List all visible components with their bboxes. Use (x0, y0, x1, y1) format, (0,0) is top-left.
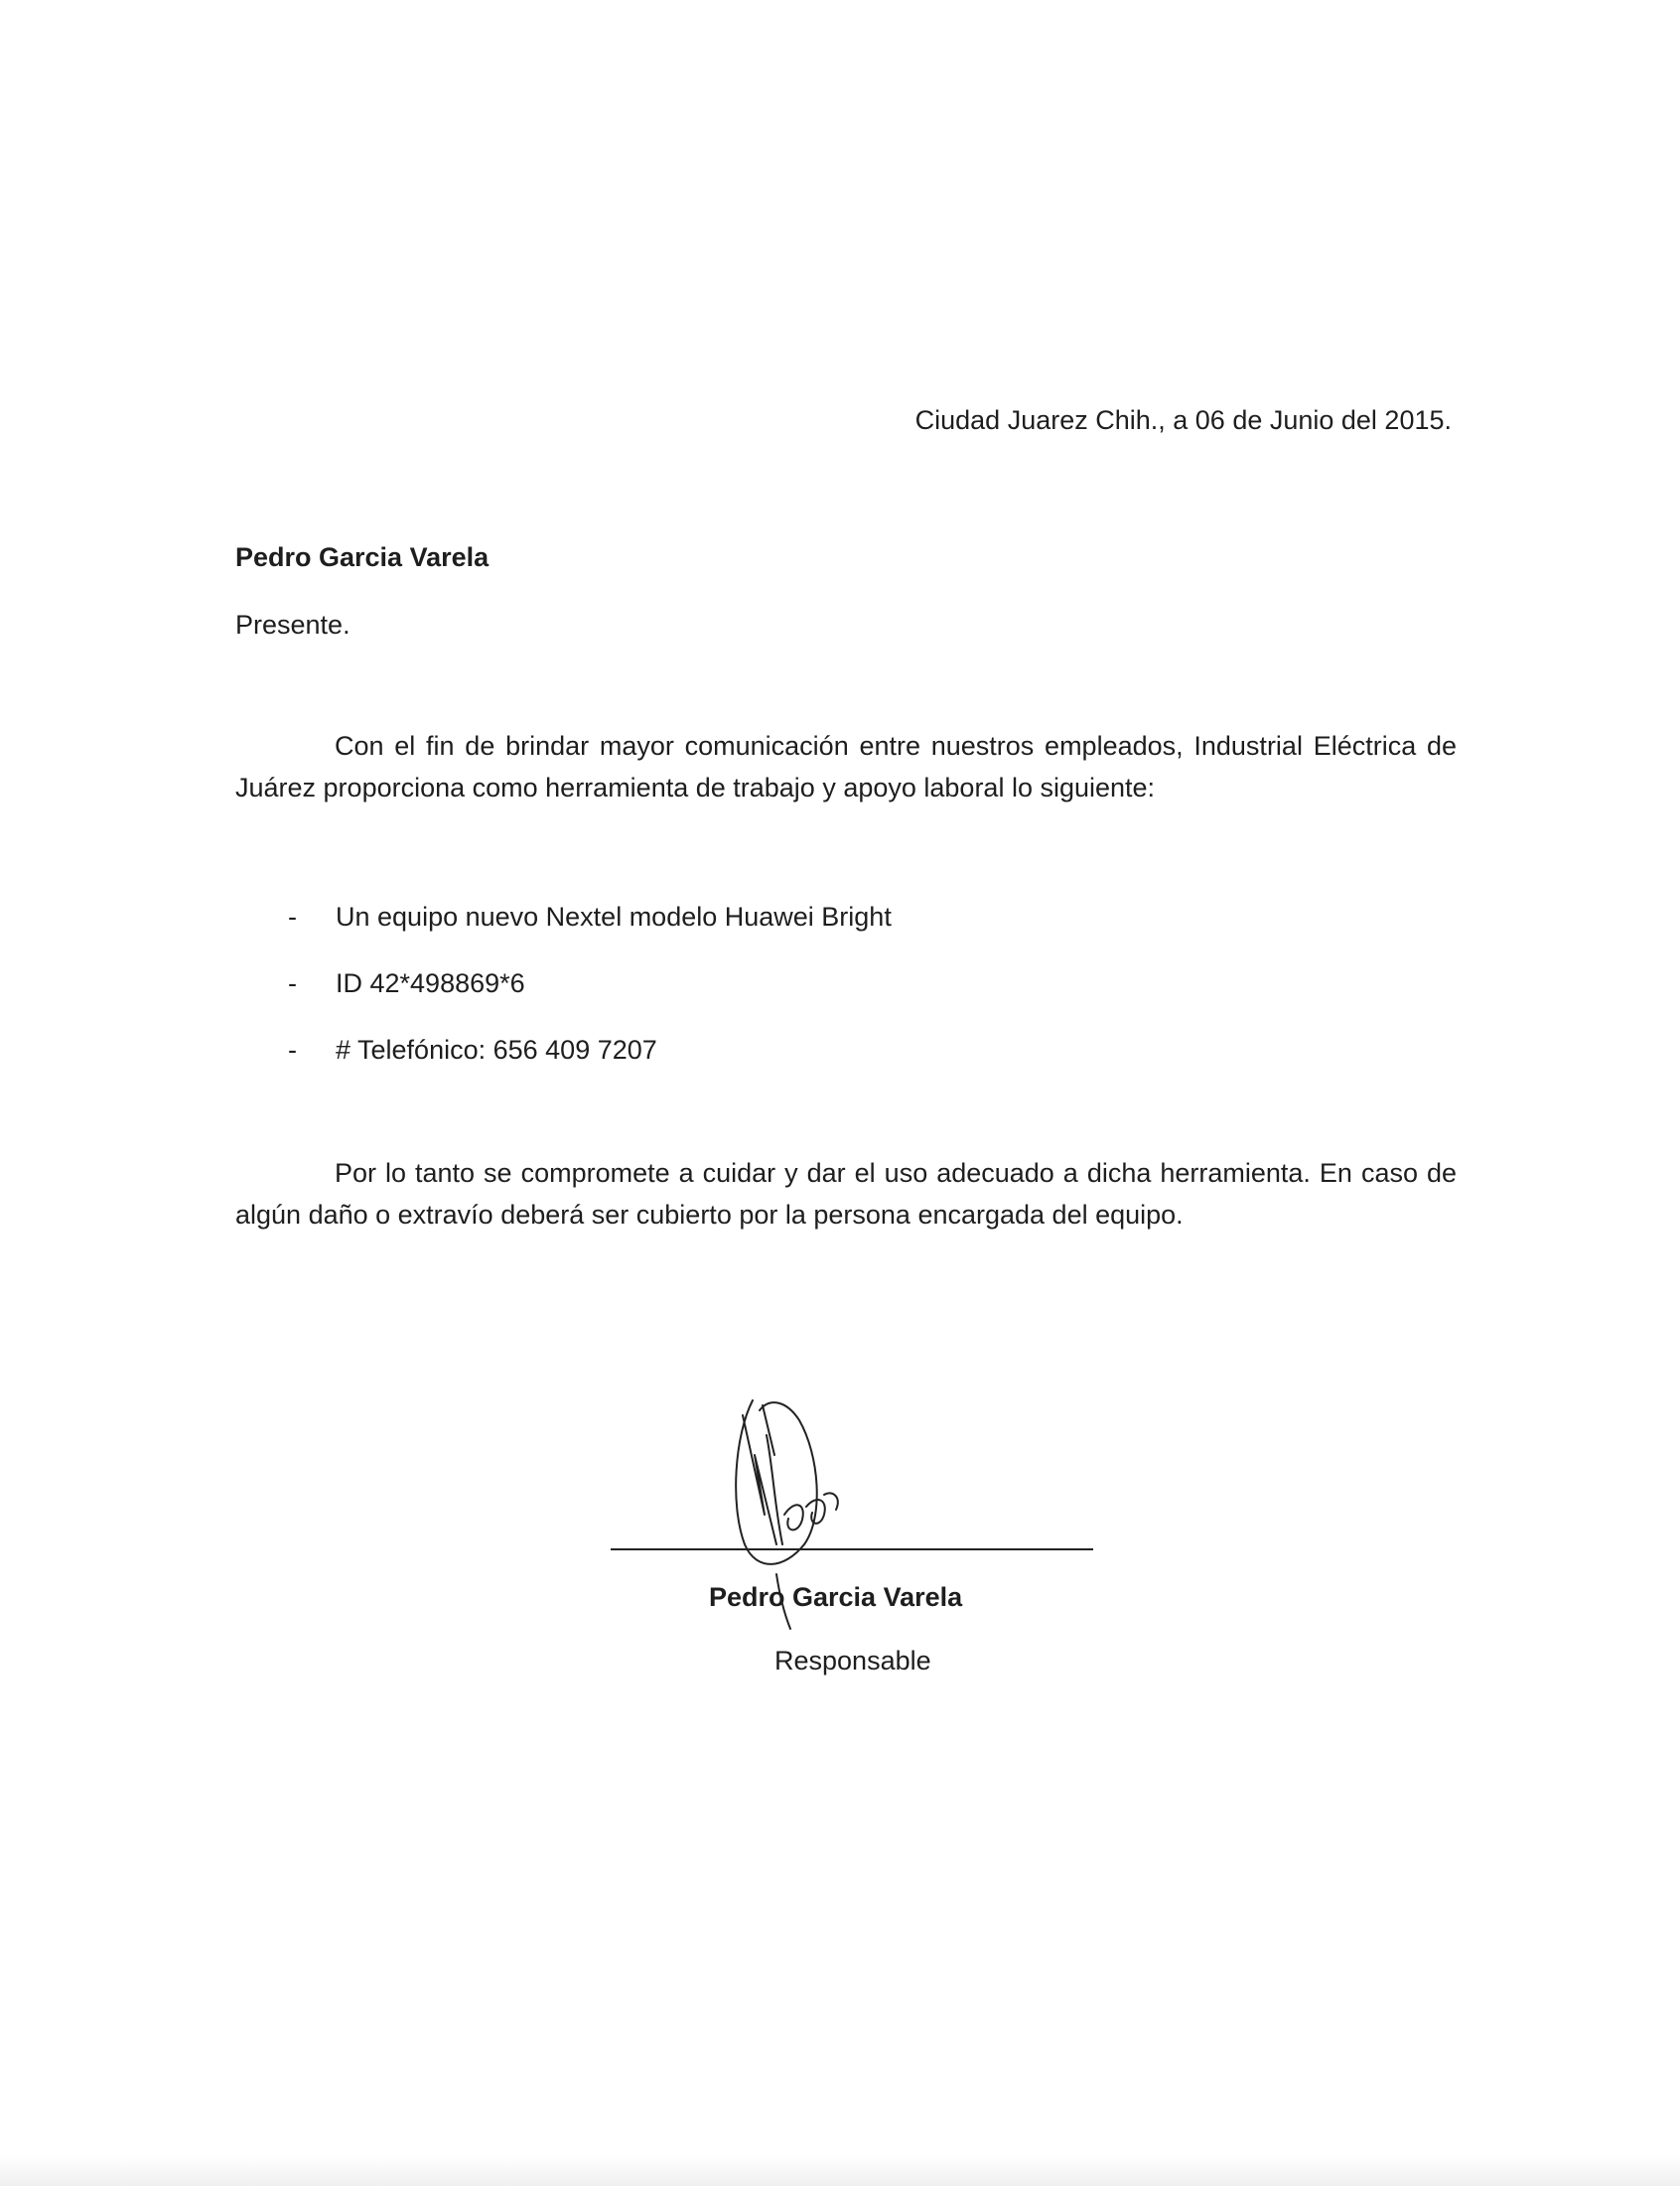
list-bullet: - (288, 1035, 297, 1065)
list-item-text: # Telefónico: 656 409 7207 (336, 1035, 657, 1065)
recipient-name: Pedro Garcia Varela (235, 542, 490, 572)
commitment-paragraph: Por lo tanto se compromete a cuidar y dar el uso adecuado a dicha herramienta. En caso de algún daño o extravío deberá ser cubierto por la persona encargada del equipo. (235, 1158, 1457, 1230)
intro-paragraph: Con el fin de brindar mayor comunicación entre nuestros empleados, Industrial Eléctrica de Juárez proporciona como herramienta de trabajo y apoyo laboral lo siguiente: (235, 731, 1457, 802)
list-bullet: - (288, 968, 297, 998)
signatory-role: Responsable (774, 1646, 931, 1676)
list-item (283, 896, 892, 962)
items-list (283, 896, 892, 1095)
handwritten-signature (725, 1395, 864, 1654)
list-bullet: - (288, 902, 297, 932)
greeting: Presente. (235, 610, 350, 640)
scan-edge (0, 2155, 1680, 2186)
list-item (283, 1029, 892, 1095)
signatory-name: Pedro Garcia Varela (709, 1582, 963, 1612)
list-item (283, 962, 892, 1029)
date-line: Ciudad Juarez Chih., a 06 de Junio del 2015. (914, 405, 1452, 435)
list-item-text: Un equipo nuevo Nextel modelo Huawei Bright (336, 902, 892, 932)
list-item-text: ID 42*498869*6 (336, 968, 525, 998)
